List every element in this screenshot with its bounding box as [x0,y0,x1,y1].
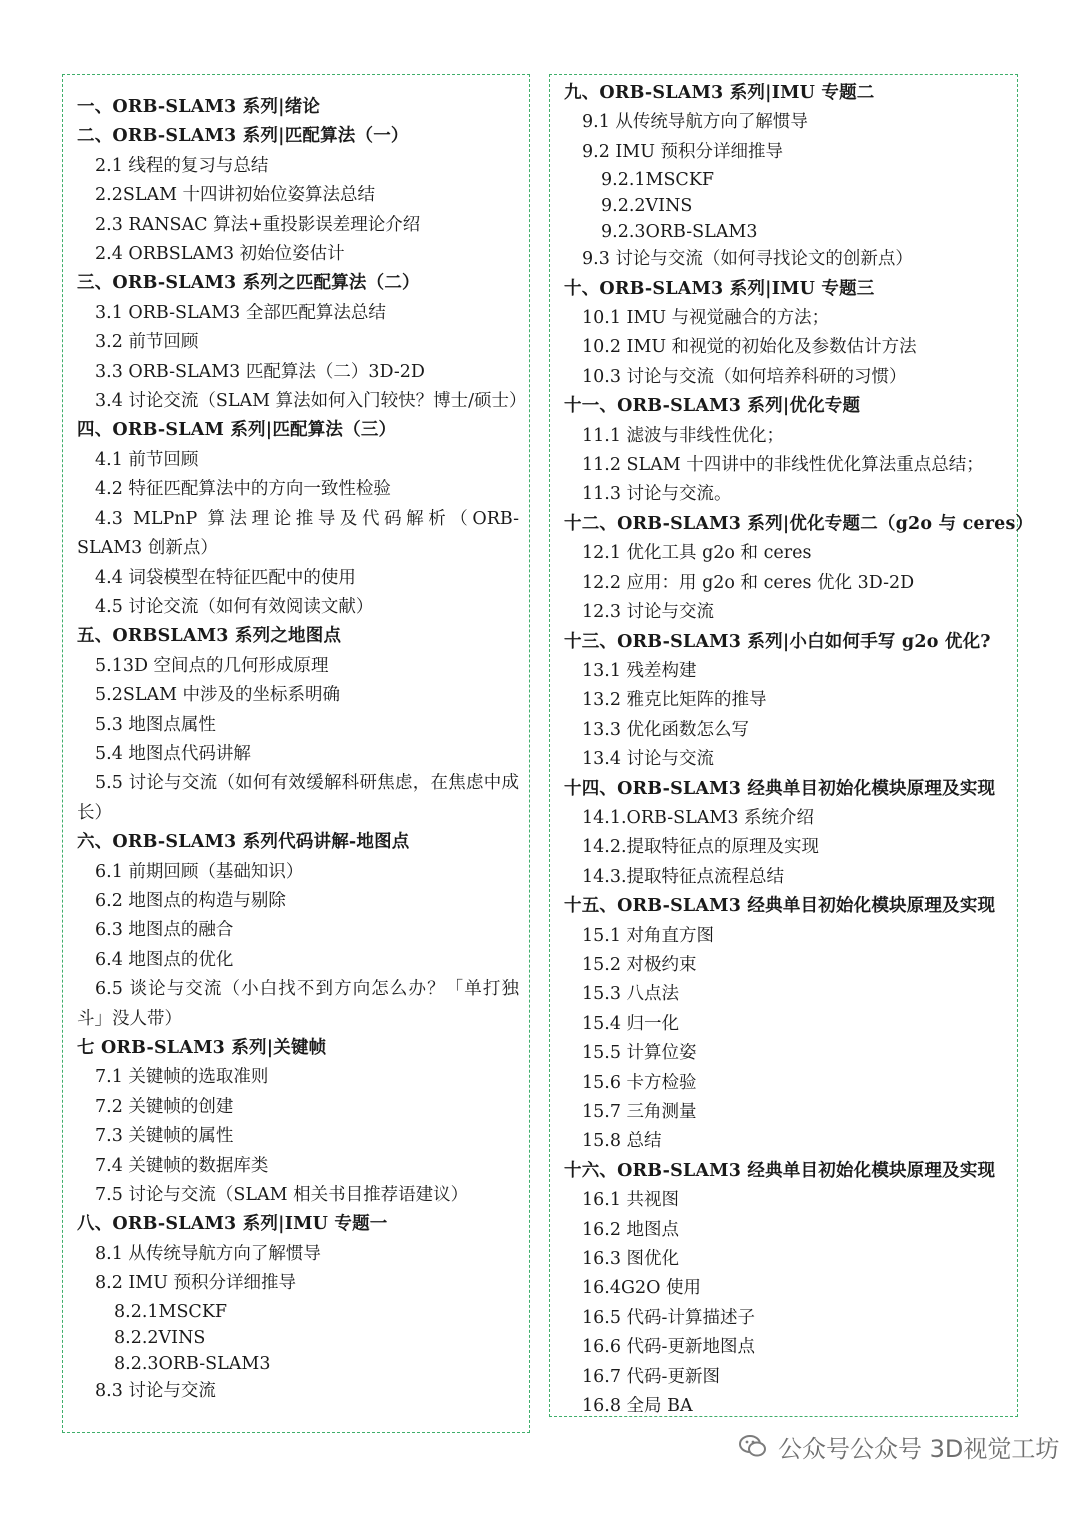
toc-item: 8.1 从传统导航方向了解惯导 [95,1243,321,1264]
toc-item: 5.3 地图点属性 [95,714,216,735]
toc-item: 6.4 地图点的优化 [95,949,234,970]
toc-item: 4.1 前节回顾 [95,449,199,470]
toc-section-heading: 三、ORB-SLAM3 系列之匹配算法（二） [77,273,420,294]
toc-section-heading: 二、ORB-SLAM3 系列|匹配算法（一） [77,126,409,147]
toc-item: 6.5 谈论与交流（小白找不到方向怎么办？「单打独斗」没人带） [77,979,519,1029]
toc-item: 4.5 讨论交流（如何有效阅读文献） [95,596,374,617]
toc-item: 8.2.2VINS [114,1327,206,1348]
toc-section-heading: 十六、ORB-SLAM3 经典单目初始化模块原理及实现 [564,1160,996,1181]
toc-item: 7.2 关键帧的创建 [95,1096,234,1117]
toc-item: 16.4G2O 使用 [582,1278,701,1299]
toc-section-heading: 七 ORB-SLAM3 系列|关键帧 [77,1038,327,1058]
toc-item: 14.1.ORB-SLAM3 系统介绍 [582,807,815,828]
toc-item: 2.1 线程的复习与总结 [95,155,269,176]
toc-item: 15.7 三角测量 [582,1102,697,1122]
toc-item: 13.1 残差构建 [582,660,697,681]
toc-item: 16.1 共视图 [582,1190,680,1211]
toc-item: 6.1 前期回顾（基础知识） [95,861,304,882]
toc-item: 9.2 IMU 预积分详细推导 [582,141,784,162]
toc-item: 15.3 八点法 [582,984,680,1005]
toc-section-heading: 十二、ORB-SLAM3 系列|优化专题二（g2o 与 ceres） [564,513,1034,534]
toc-item: 7.5 讨论与交流（SLAM 相关书目推荐语建议） [95,1185,469,1206]
toc-item: 13.4 讨论与交流 [582,749,715,770]
toc-item: 16.7 代码-更新图 [582,1366,720,1387]
toc-item: 4.2 特征匹配算法中的方向一致性检验 [95,479,391,500]
toc-item: 2.4 ORBSLAM3 初始位姿估计 [95,244,345,265]
toc-section-heading: 五、ORBSLAM3 系列之地图点 [77,626,342,647]
toc-item: 15.1 对角直方图 [582,925,715,946]
watermark [738,1424,1059,1468]
toc-item: 5.5 讨论与交流（如何有效缓解科研焦虑，在焦虑中成长） [77,773,519,823]
toc-item: 15.4 归一化 [582,1013,680,1034]
toc-item: 3.4 讨论交流（SLAM 算法如何入门较快？博士/硕士） [95,391,527,412]
toc-item: 14.2.提取特征点的原理及实现 [582,837,820,858]
toc-item: 15.8 总结 [582,1131,662,1152]
toc-right-column [549,74,1034,1417]
toc-item: 11.3 讨论与交流。 [582,484,732,505]
toc-item: 3.1 ORB-SLAM3 全部匹配算法总结 [95,302,386,323]
toc-section-heading: 九、ORB-SLAM3 系列|IMU 专题二 [564,83,875,103]
toc-item: 10.1 IMU 与视觉融合的方法； [582,308,830,329]
toc-item: 8.2.3ORB-SLAM3 [114,1353,271,1374]
toc-item: 4.4 词袋模型在特征匹配中的使用 [95,567,356,588]
toc-item: 8.2.1MSCKF [114,1301,228,1322]
toc-item: 16.6 代码-更新地图点 [582,1337,755,1358]
toc-item: 13.3 优化函数怎么写 [582,719,750,740]
toc-item: 11.2 SLAM 十四讲中的非线性优化算法重点总结； [582,455,984,476]
toc-item: 16.5 代码-计算描述子 [582,1307,755,1328]
toc-item: 13.2 雅克比矩阵的推导 [582,690,767,711]
toc-item: 9.2.2VINS [601,196,693,217]
toc-item: 4.3 MLPnP 算法理论推导及代码解析（ORB-SLAM3 创新点） [77,508,519,559]
toc-item: 7.1 关键帧的选取准则 [95,1067,269,1088]
toc-item: 11.1 滤波与非线性优化； [582,425,785,446]
toc-section-heading: 十、ORB-SLAM3 系列|IMU 专题三 [564,278,875,299]
toc-item: 6.3 地图点的融合 [95,920,234,941]
toc-item: 7.3 关键帧的属性 [95,1126,234,1147]
toc-item: 3.2 前节回顾 [95,332,199,353]
toc-item: 5.2SLAM 中涉及的坐标系明确 [95,685,341,706]
toc-item: 7.4 关键帧的数据库类 [95,1155,269,1176]
toc-item: 10.3 讨论与交流（如何培养科研的习惯） [582,366,907,387]
watermark-text: 公众号公众号 3D视觉工坊 [778,1434,1060,1463]
toc-item: 12.3 讨论与交流 [582,602,715,623]
toc-section-heading: 十五、ORB-SLAM3 经典单目初始化模块原理及实现 [564,896,996,917]
toc-item: 9.2.3ORB-SLAM3 [601,222,758,243]
toc-item: 2.3 RANSAC 算法+重投影误差理论介绍 [95,214,421,235]
toc-item: 5.4 地图点代码讲解 [95,743,251,764]
toc-item: 5.13D 空间点的几何形成原理 [95,655,329,676]
toc-item: 3.3 ORB-SLAM3 匹配算法（二）3D-2D [95,361,425,382]
toc-item: 15.6 卡方检验 [582,1072,697,1093]
toc-item: 15.5 计算位姿 [582,1043,697,1064]
toc-item: 12.2 应用：用 g2o 和 ceres 优化 3D-2D [582,572,915,593]
toc-item: 15.2 对极约束 [582,954,697,975]
toc-item: 9.1 从传统导航方向了解惯导 [582,112,808,133]
toc-section-heading: 十四、ORB-SLAM3 经典单目初始化模块原理及实现 [564,778,996,799]
toc-item: 14.3.提取特征点流程总结 [582,866,785,887]
toc-section-heading: 四、ORB-SLAM 系列|匹配算法（三） [77,420,397,441]
toc-item: 16.3 图优化 [582,1249,680,1270]
toc-item: 2.2SLAM 十四讲初始位姿算法总结 [95,185,376,206]
toc-item: 16.8 全局 BA [582,1396,693,1417]
toc-section-heading: 一、ORB-SLAM3 系列|绪论 [77,97,321,117]
toc-item: 10.2 IMU 和视觉的初始化及参数估计方法 [582,337,917,358]
toc-section-heading: 六、ORB-SLAM3 系列代码讲解-地图点 [77,832,410,853]
toc-item: 8.2 IMU 预积分详细推导 [95,1273,297,1294]
toc-item: 9.2.1MSCKF [601,170,715,191]
toc-section-heading: 十一、ORB-SLAM3 系列|优化专题 [564,396,861,417]
toc-item: 6.2 地图点的构造与剔除 [95,890,286,911]
toc-item: 9.3 讨论与交流（如何寻找论文的创新点） [582,249,913,270]
toc-item: 8.3 讨论与交流 [95,1380,216,1401]
toc-left-column [62,74,530,1433]
toc-section-heading: 十三、ORB-SLAM3 系列|小白如何手写 g2o 优化? [564,631,991,652]
toc-section-heading: 八、ORB-SLAM3 系列|IMU 专题一 [77,1214,388,1235]
wechat-icon [738,1431,768,1461]
toc-item: 12.1 优化工具 g2o 和 ceres [582,543,812,564]
toc-item: 16.2 地图点 [582,1219,680,1240]
